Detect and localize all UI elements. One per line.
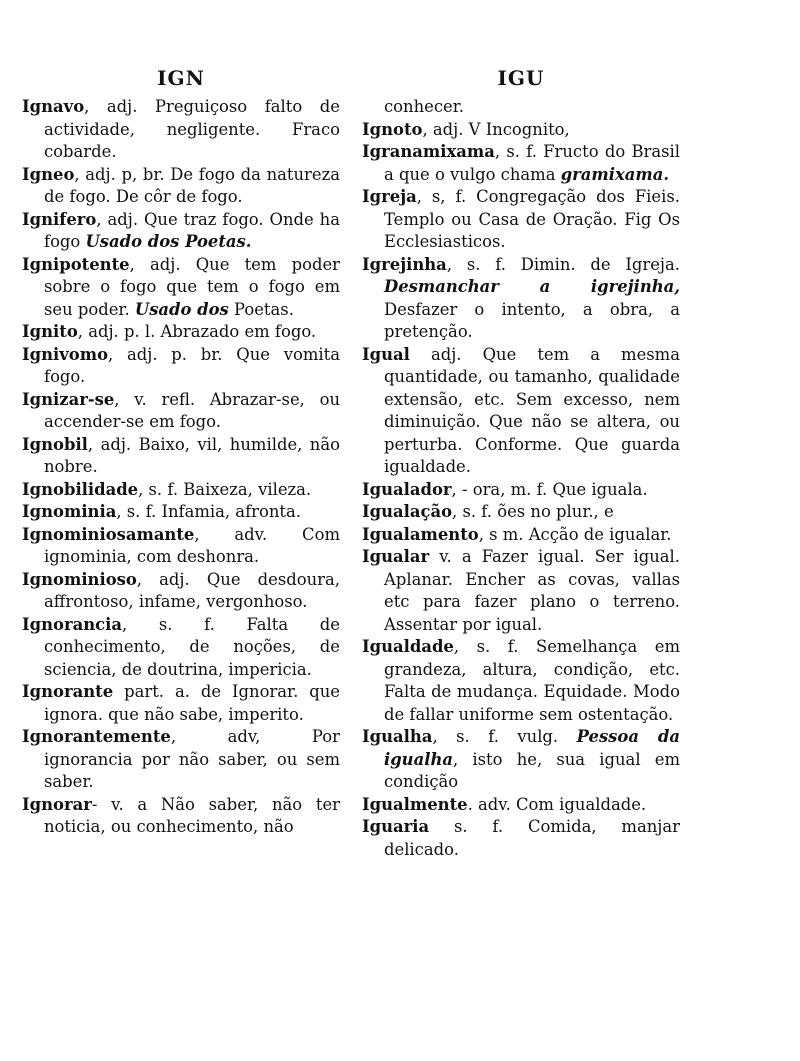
left-entries bbox=[22, 96, 340, 839]
entry-headword: Ignizar-se bbox=[22, 389, 115, 409]
entry-definition: , adj. p. br. Que vomita fogo. bbox=[44, 344, 340, 386]
dictionary-entry bbox=[362, 636, 680, 726]
entry-definition: , s. f. Dimin. de Igreja. bbox=[446, 254, 680, 274]
dictionary-entry bbox=[362, 141, 680, 186]
entry-headword: Igneo bbox=[22, 164, 75, 184]
dictionary-entry bbox=[22, 524, 340, 569]
entry-headword: Ignorantemente bbox=[22, 727, 171, 746]
dictionary-entry bbox=[22, 344, 340, 389]
dictionary-entry bbox=[362, 344, 680, 479]
dictionary-entry bbox=[22, 794, 340, 839]
entry-headword: Ignorar bbox=[22, 794, 92, 814]
dictionary-entry bbox=[362, 816, 680, 861]
entry-definition: , s, f. Congregação dos Fieis. Templo ou Casa de Oração. Fig Os Ecclesiasticos. bbox=[384, 187, 680, 251]
running-head-left: IGN bbox=[157, 66, 205, 90]
entry-headword: Ignavo bbox=[22, 97, 85, 116]
dictionary-entry bbox=[22, 479, 340, 502]
entry-headword: Igualação bbox=[362, 502, 453, 521]
dictionary-entry bbox=[362, 524, 680, 547]
entry-definition: , s. f. Baixeza, vileza. bbox=[138, 479, 312, 499]
dictionary-entry bbox=[22, 681, 340, 726]
entry-headword: Igualador bbox=[362, 479, 452, 499]
entry-definition: , s. f. ões no plur., e bbox=[452, 502, 614, 521]
entry-headword: Ignobil bbox=[22, 434, 88, 454]
entry-definition: , adj. Baixo, vil, humilde, não nobre. bbox=[44, 434, 340, 476]
dictionary-entry bbox=[22, 434, 340, 479]
entry-headword: Igualamento bbox=[362, 524, 479, 544]
entry-definition: , s. f. Fructo do Brasil a que o vulgo chama bbox=[384, 142, 680, 184]
entry-definition: s. f. Comida, manjar delicado. bbox=[384, 817, 680, 859]
entry-headword: Igranamixama bbox=[362, 142, 495, 161]
right-entries bbox=[362, 119, 680, 862]
entry-headword: Ignominiosamante bbox=[22, 524, 195, 544]
running-head-right: IGU bbox=[497, 66, 545, 90]
entry-headword: Igrejinha bbox=[362, 254, 447, 274]
right-column bbox=[362, 66, 680, 861]
entry-headword: Ignoto bbox=[362, 119, 423, 139]
entry-definition: , adj. Que traz fogo. Onde ha fogo bbox=[44, 209, 340, 251]
dictionary-entry bbox=[22, 389, 340, 434]
entry-headword: Igual bbox=[362, 344, 410, 364]
entry-definition: , s. f. vulg. bbox=[432, 727, 559, 746]
entry-italic-phrase: Usado dos Poetas. bbox=[85, 232, 252, 251]
entry-headword: Igualmente bbox=[362, 794, 468, 814]
entry-headword: Ignominioso bbox=[22, 569, 137, 589]
entry-definition: , v. refl. Abrazar-se, ou accender-se em fogo. bbox=[44, 389, 340, 431]
entry-definition: Poetas. bbox=[234, 299, 294, 319]
dictionary-entry bbox=[22, 96, 340, 164]
entry-definition: , isto he, sua igual em condição bbox=[384, 749, 680, 791]
entry-definition: , s. f. Falta de conhecimento, de noções, de sciencia, de doutrina, impericia. bbox=[44, 614, 340, 679]
entry-definition: , adj. Que desdoura, affrontoso, infame, vergonhoso. bbox=[44, 569, 340, 611]
entry-headword: Ignipotente bbox=[22, 254, 130, 274]
dictionary-entry bbox=[22, 209, 340, 254]
entry-definition: , s. f. Semelhança em grandeza, altura, condição, etc. Falta de mudança. Equidade. Modo de fallar uniforme sem ostentação. bbox=[384, 637, 680, 724]
entry-italic-phrase: Pessoa da igualha bbox=[384, 727, 680, 769]
entry-headword: Igualar bbox=[362, 547, 430, 566]
entry-definition: Desfazer o intento, a obra, a pretenção. bbox=[384, 299, 680, 341]
entry-definition: , - ora, m. f. Que iguala. bbox=[451, 479, 648, 499]
entry-definition: , adv, Por ignorancia por não saber, ou sem saber. bbox=[44, 727, 340, 791]
entry-definition: , adj. Que tem poder sobre o fogo que tem o fogo em seu poder. bbox=[44, 254, 340, 319]
entry-definition: v. a Fazer igual. Ser igual. Aplanar. Encher as covas, vallas etc para fazer plano o terreno. Assentar por igual. bbox=[384, 547, 680, 634]
entry-definition: , adj. p, br. De fogo da natureza de fogo. De côr de fogo. bbox=[44, 164, 340, 206]
dictionary-entry bbox=[362, 119, 680, 142]
entry-definition: , adj. Preguiçoso falto de actividade, negligente. Fraco cobarde. bbox=[44, 97, 340, 161]
entry-definition: , s m. Acção de igualar. bbox=[478, 524, 672, 544]
dictionary-entry bbox=[22, 501, 340, 524]
entry-headword: Ignorante bbox=[22, 682, 114, 701]
dictionary-entry bbox=[22, 164, 340, 209]
dictionary-entry bbox=[22, 726, 340, 794]
dictionary-entry bbox=[22, 614, 340, 682]
dictionary-entry bbox=[362, 794, 680, 817]
dictionary-entry bbox=[22, 321, 340, 344]
entry-italic-phrase: Usado dos bbox=[134, 299, 229, 319]
entry-definition: , adv. Com ignominia, com deshonra. bbox=[44, 524, 340, 566]
dictionary-entry bbox=[362, 726, 680, 794]
entry-headword: Ignivomo bbox=[22, 344, 109, 364]
continuation-text: conhecer. bbox=[384, 97, 464, 116]
entry-headword: Igualha bbox=[362, 727, 433, 746]
entry-definition: . adv. Com igualdade. bbox=[467, 794, 647, 814]
entry-headword: Igualdade bbox=[362, 637, 454, 656]
entry-headword: Ignominia bbox=[22, 502, 117, 521]
dictionary-entry bbox=[22, 569, 340, 614]
entry-definition: part. a. de Ignorar. que ignora. que não sabe, imperito. bbox=[44, 682, 340, 724]
entry-definition: , s. f. Infamia, afronta. bbox=[116, 502, 301, 521]
entry-headword: Igreja bbox=[362, 187, 417, 206]
entry-definition: , adj. V Incognito, bbox=[422, 119, 570, 139]
entry-headword: Iguaria bbox=[362, 817, 430, 836]
left-column bbox=[22, 66, 340, 839]
entry-headword: Ignifero bbox=[22, 209, 97, 229]
dictionary-entry bbox=[362, 254, 680, 344]
entry-headword: Ignorancia bbox=[22, 614, 122, 634]
dictionary-entry bbox=[362, 186, 680, 254]
dictionary-entry bbox=[362, 546, 680, 636]
dictionary-entry bbox=[362, 479, 680, 502]
entry-headword: Ignito bbox=[22, 322, 78, 341]
dictionary-entry bbox=[22, 254, 340, 322]
entry-definition: - v. a Não saber, não ter noticia, ou conhecimento, não bbox=[44, 794, 340, 836]
entry-definition: , adj. p. l. Abrazado em fogo. bbox=[77, 322, 317, 341]
entry-italic-phrase: gramixama. bbox=[560, 164, 670, 184]
entry-definition: adj. Que tem a mesma quantidade, ou tamanho, qualidade extensão, etc. Sem excesso, nem diminuição. Que não se altera, ou perturba. Conforme. Que guarda igualdade. bbox=[384, 344, 680, 476]
entry-headword: Ignobilidade bbox=[22, 479, 139, 499]
entry-italic-phrase: Desmanchar a igrejinha, bbox=[384, 277, 680, 296]
dictionary-entry bbox=[362, 501, 680, 524]
